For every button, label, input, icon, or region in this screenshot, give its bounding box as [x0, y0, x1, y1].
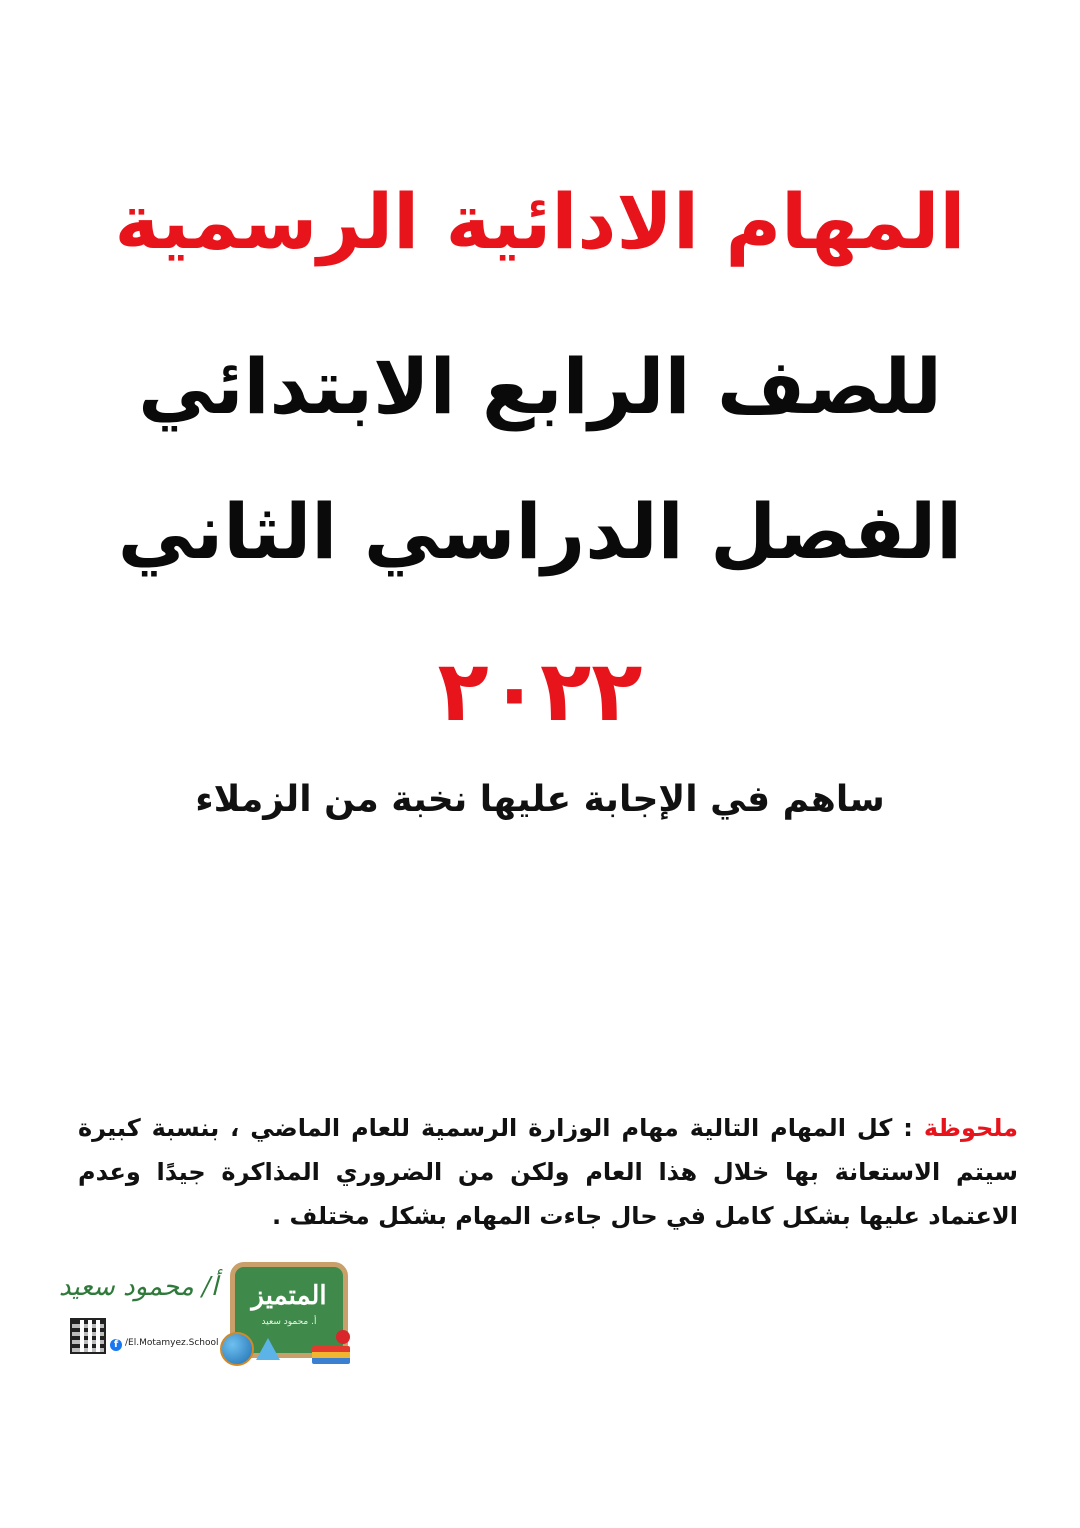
year-title: ٢٠٢٢	[437, 642, 643, 740]
contributors-line: ساهم في الإجابة عليها نخبة من الزملاء	[195, 779, 885, 820]
note-paragraph	[78, 1106, 1018, 1238]
books-icon	[312, 1346, 350, 1364]
logo-subtitle: أ. محمود سعيد	[261, 1317, 317, 1327]
facebook-icon: f	[110, 1339, 122, 1351]
globe-icon	[220, 1332, 254, 1366]
logo-title: المتميز	[251, 1281, 327, 1311]
grade-title: للصف الرابع الابتدائي	[138, 342, 942, 431]
note-text: : كل المهام التالية مهام الوزارة الرسمية للعام الماضي ، بنسبة كبيرة سيتم الاستعانة بها خلال هذا العام ولكن من الضروري المذاكرة جيدًا وعدم الاعتماد عليها بشكل كامل في حال جاءت المهام بشكل مختلف .	[78, 1114, 1018, 1230]
note-label: ملحوظة	[923, 1114, 1018, 1142]
branding-logo	[60, 1250, 360, 1380]
main-title: المهام الادائية الرسمية	[114, 177, 966, 266]
term-title: الفصل الدراسي الثاني	[117, 487, 963, 576]
facebook-handle: /El.Motamyez.School	[125, 1338, 219, 1348]
flask-icon	[256, 1338, 280, 1360]
apple-icon	[336, 1330, 350, 1344]
qr-code-icon	[72, 1320, 104, 1352]
author-signature: أ/ محمود سعيد	[58, 1272, 218, 1302]
